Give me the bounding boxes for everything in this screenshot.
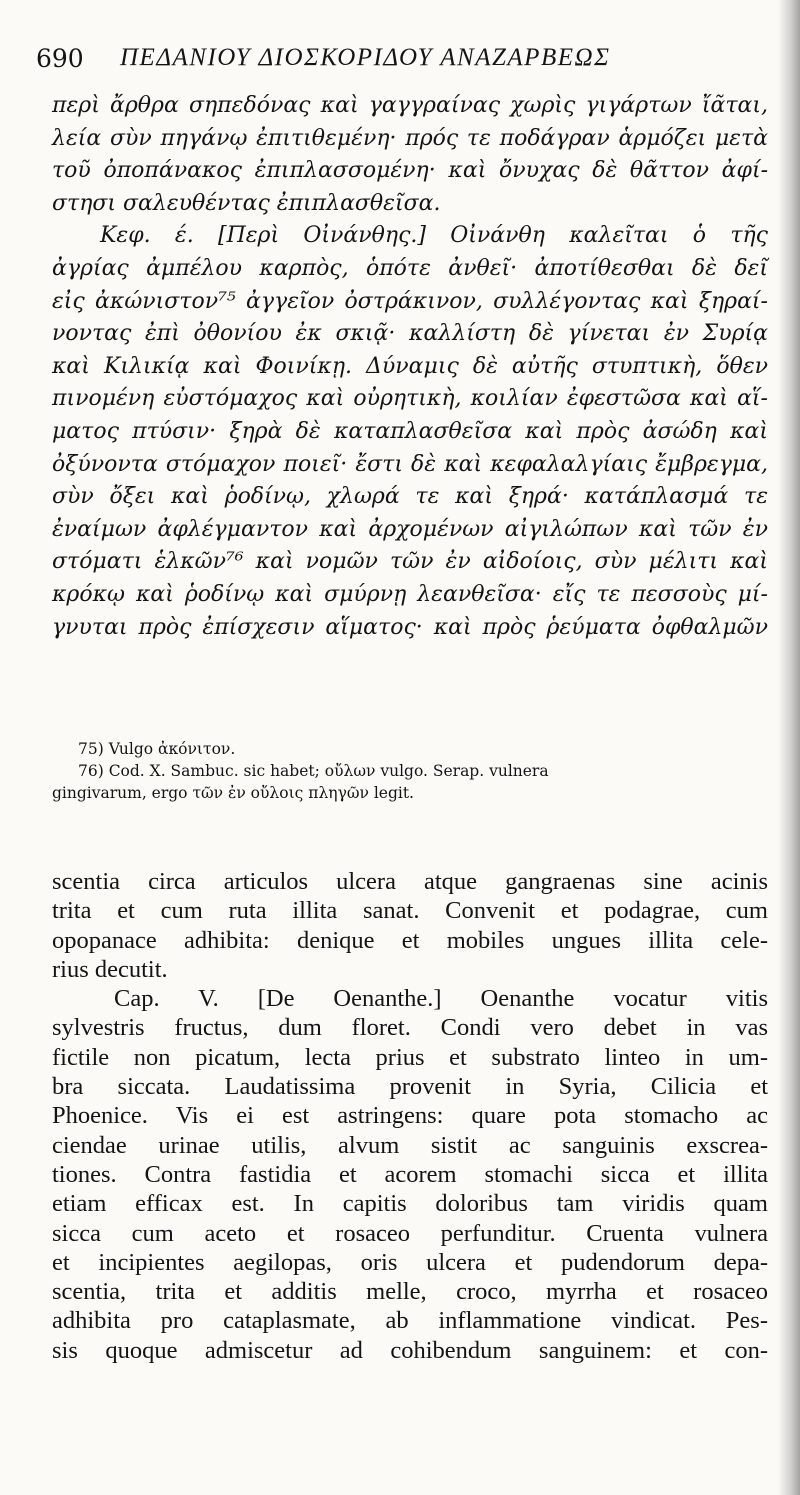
footnotes	[52, 738, 768, 804]
footnote-76-text: 76) Cod. X. Sambuc. sic habet; οὔλων vulgo. Serap. vulnera	[78, 762, 549, 780]
page-header	[36, 40, 736, 80]
footnote-75	[52, 738, 768, 760]
latin-line: rius decutit.	[52, 955, 168, 983]
greek-line: ἀγρίας ἀμπέλου καρπὸς, ὁπότε ἀνθεῖ· ἀποτίθεσθαι δὲ δεῖ	[52, 255, 768, 281]
page-number: 690	[36, 44, 84, 73]
latin-line: fictile non picatum, lecta prius et substrato linteo in um-	[52, 1043, 768, 1071]
latin-line: sylvestris fructus, dum floret. Condi vero debet in vas	[52, 1014, 768, 1042]
binding-shadow	[778, 0, 800, 1495]
latin-line: ciendae urinae utilis, alvum sistit ac sanguinis exscrea-	[52, 1131, 768, 1159]
greek-line: σὺν ὄξει καὶ ῥοδίνῳ, χλωρά τε καὶ ξηρά· κατάπλασμά τε	[52, 484, 768, 510]
latin-line: tiones. Contra fastidia et acorem stomachi sicca et illita	[52, 1160, 768, 1188]
greek-chapter-heading-line: Κεφ. έ. [Περὶ Οἰνάνθης.] Οἰνάνθη καλεῖται ὁ τῆς	[100, 223, 768, 249]
running-title: ΠΕΔΑΝΙΟΥ ΔΙΟΣΚΟΡΙΔΟΥ ΑΝΑΖΑΡΒΕΩΣ	[120, 44, 611, 71]
greek-line: περὶ ἄρθρα σηπεδόνας καὶ γαγγραίνας χωρὶς γιγάρτων ἴᾶται,	[52, 93, 768, 118]
greek-line: στόματι ἑλκῶν⁷⁶ καὶ νομῶν τῶν ἐν αἰδοίοις, σὺν μέλιτι καὶ	[52, 549, 768, 575]
latin-line: sicca cum aceto et rosaceo perfunditur. Cruenta vulnera	[52, 1219, 768, 1247]
footnote-76	[52, 760, 768, 782]
footnote-76-continued: gingivarum, ergo τῶν ἐν οὔλοις πληγῶν legit.	[52, 784, 414, 802]
latin-line: opopanace adhibita: denique et mobiles ungues illita cele-	[52, 926, 768, 954]
greek-line: τοῦ ὀποπάνακος ἐπιπλασσομένη· καὶ ὄνυχας δὲ θᾶττον ἀφί-	[52, 158, 768, 184]
greek-line: κρόκῳ καὶ ῥοδίνῳ καὶ σμύρνῃ λεανθεῖσα· εἴς τε πεσσοὺς μί-	[52, 581, 768, 607]
latin-line: trita et cum ruta illita sanat. Convenit et podagrae, cum	[52, 897, 768, 925]
latin-text	[52, 867, 768, 1365]
latin-line: scentia, trita et additis melle, croco, myrrha et rosaceo	[52, 1278, 768, 1306]
greek-line: πινομένη εὐστόμαχος καὶ οὐρητικὴ, κοιλίαν ἐφεστῶσα καὶ αἵ-	[52, 386, 768, 412]
latin-line: Phoenice. Vis ei est astringens: quare pota stomacho ac	[52, 1102, 768, 1130]
latin-line: scentia circa articulos ulcera atque gangraenas sine acinis	[52, 868, 768, 895]
greek-line: ματος πτύσιν· ξηρὰ δὲ καταπλασθεῖσα καὶ πρὸς ἀσώδη καὶ	[52, 418, 768, 444]
greek-line: λεία σὺν πηγάνῳ ἐπιτιθεμένη· πρός τε ποδάγραν ἁρμόζει μετὰ	[52, 125, 768, 151]
greek-line: ἐναίμων ἀφλέγμαντον καὶ ἀρχομένων αἰγιλώπων καὶ τῶν ἐν	[52, 516, 768, 542]
greek-text	[52, 90, 768, 644]
greek-line: εἰς ἀκώνιστον⁷⁵ ἀγγεῖον ὀστράκινον, συλλέγοντας καὶ ξηραί-	[52, 288, 768, 314]
latin-line: bra siccata. Laudatissima provenit in Syria, Cilicia et	[52, 1073, 768, 1101]
greek-line: ὀξύνοντα στόμαχον ποιεῖ· ἔστι δὲ καὶ κεφαλαλγίαις ἔμβρεγμα,	[52, 451, 768, 477]
greek-line: νοντας ἐπὶ ὀθονίου ἐκ σκιᾷ· καλλίστη δὲ γίνεται ἐν Συρίᾳ	[52, 321, 768, 347]
footnote-75-text: 75) Vulgo ἀκόνιτον.	[78, 740, 236, 758]
latin-line: et incipientes aegilopas, oris ulcera et pudendorum depa-	[52, 1248, 768, 1276]
latin-line: sis quoque admiscetur ad cohibendum sanguinem: et con-	[52, 1336, 768, 1364]
latin-line: adhibita pro cataplasmate, ab inflammatione vindicat. Pes-	[52, 1307, 768, 1335]
greek-line: καὶ Κιλικίᾳ καὶ Φοινίκῃ. Δύναμις δὲ αὐτῆς στυπτικὴ, ὅθεν	[52, 353, 768, 379]
latin-line: etiam efficax est. In capitis doloribus tam viridis quam	[52, 1190, 768, 1218]
greek-line: στησι σαλευθέντας ἐπιπλασθεῖσα.	[52, 190, 441, 216]
latin-chapter-heading-line: Cap. V. [De Oenanthe.] Oenanthe vocatur vitis	[114, 985, 768, 1013]
greek-line: γνυται πρὸς ἐπίσχεσιν αἵματος· καὶ πρὸς ῥεύματα ὀφθαλμῶν	[52, 614, 768, 640]
